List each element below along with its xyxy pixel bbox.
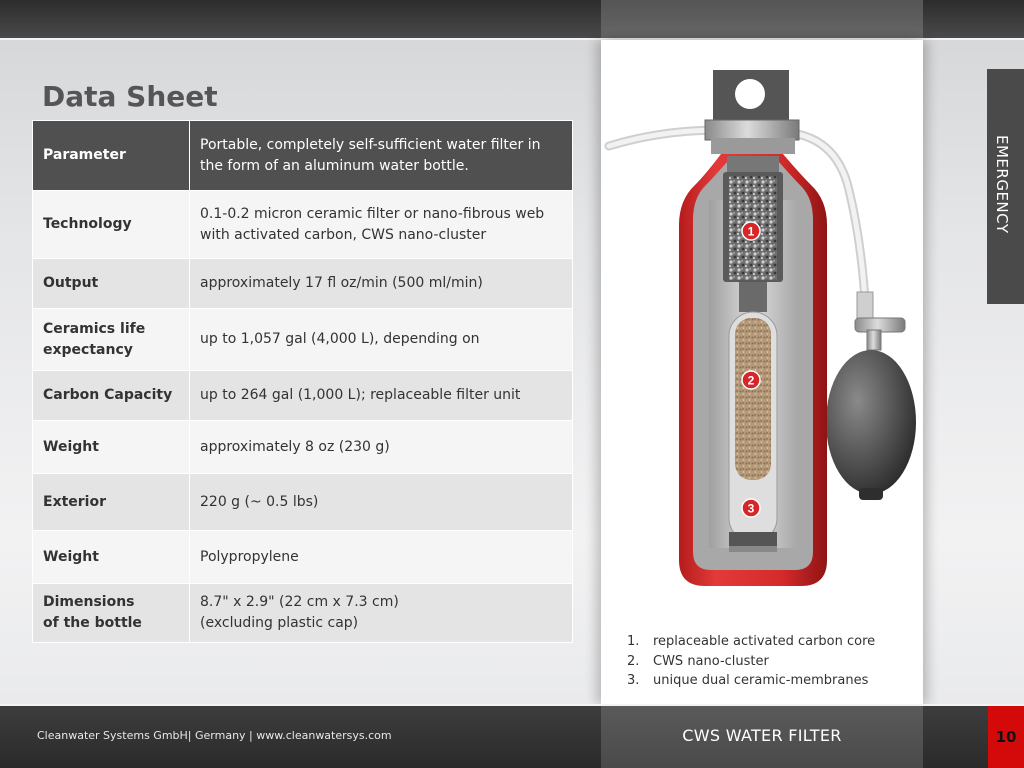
component-legend: [627, 632, 875, 691]
row-label: Weight: [33, 421, 190, 474]
legend-number: 2.: [627, 653, 640, 669]
table-header-label: Parameter: [33, 121, 190, 191]
legend-number: 3.: [627, 673, 640, 688]
row-value: approximately 8 oz (230 g): [190, 421, 573, 474]
table-header-value: Portable, completely self-sufficient water filter in the form of an aluminum water bottle.: [190, 121, 573, 191]
legend-text: CWS nano-cluster: [653, 653, 769, 669]
table-row: [33, 191, 573, 259]
legend-text: unique dual ceramic-membranes: [653, 673, 869, 688]
row-label-line: Dimensions: [43, 594, 135, 610]
legend-item: [627, 652, 875, 672]
marker-2-label: 2: [747, 373, 755, 388]
table-row: [33, 309, 573, 371]
page-number: 10: [988, 706, 1024, 768]
top-bar-center-block: [601, 0, 923, 38]
row-label: Output: [33, 259, 190, 309]
data-sheet-table: [32, 120, 573, 643]
row-label: Weight: [33, 531, 190, 584]
row-value: 220 g (~ 0.5 lbs): [190, 474, 573, 531]
row-label-line: of the bottle: [43, 615, 142, 631]
marker-1-label: 1: [747, 224, 755, 239]
row-value: approximately 17 fl oz/min (500 ml/min): [190, 259, 573, 309]
emergency-tab-label: EMERGENCY: [993, 135, 1011, 234]
row-label: Ceramics life expectancy: [33, 309, 190, 371]
footer-title: CWS WATER FILTER: [682, 726, 842, 745]
legend-text: replaceable activated carbon core: [653, 634, 876, 649]
table-row: [33, 371, 573, 421]
row-label: [33, 584, 190, 643]
water-filter-bottle-illustration: [601, 60, 923, 600]
row-value: 0.1-0.2 micron ceramic filter or nano-fibrous web with activated carbon, CWS nano-cluster: [190, 191, 573, 259]
table-row: [33, 474, 573, 531]
table-row: [33, 421, 573, 474]
table-row: [33, 584, 573, 643]
legend-item: [627, 671, 875, 691]
footer-company-info: Cleanwater Systems GmbH| Germany | www.cleanwatersys.com: [37, 729, 392, 742]
legend-number: 1.: [627, 634, 640, 649]
row-value: Polypropylene: [190, 531, 573, 584]
row-value-line: 8.7" x 2.9" (22 cm x 7.3 cm): [200, 594, 399, 610]
row-value: up to 1,057 gal (4,000 L), depending on: [190, 309, 573, 371]
row-value-line: (excluding plastic cap): [200, 615, 359, 631]
legend-item: [627, 632, 875, 652]
row-value: [190, 584, 573, 643]
row-value: up to 264 gal (1,000 L); replaceable filter unit: [190, 371, 573, 421]
table-row: [33, 121, 573, 191]
row-label: Exterior: [33, 474, 190, 531]
marker-3-label: 3: [747, 501, 755, 516]
page-title: Data Sheet: [42, 80, 218, 113]
table-row: [33, 259, 573, 309]
row-label: Carbon Capacity: [33, 371, 190, 421]
table-row: [33, 531, 573, 584]
row-label: Technology: [33, 191, 190, 259]
